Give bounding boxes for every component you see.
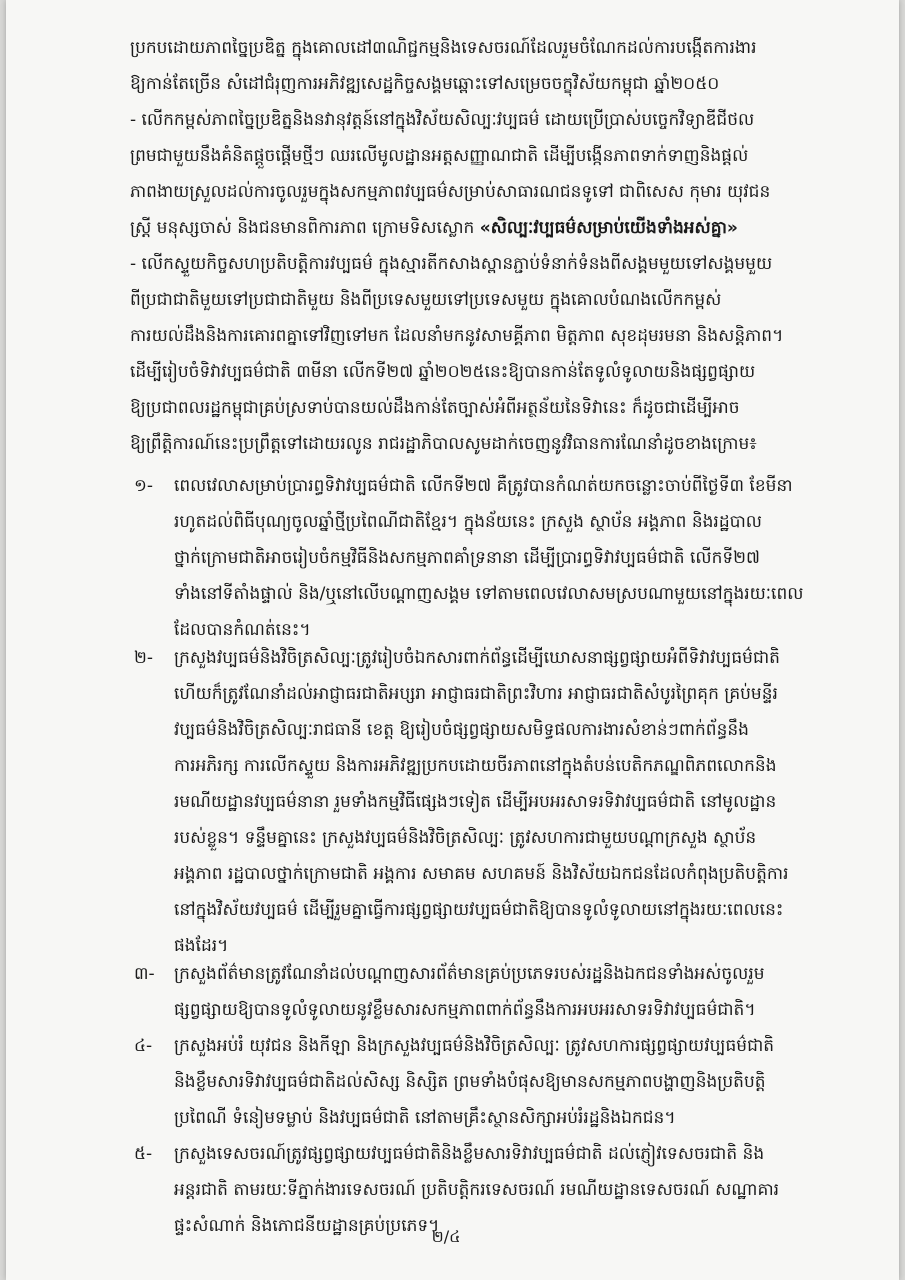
page-number: ២/៤: [431, 1227, 461, 1246]
item-number: ១-: [134, 476, 154, 496]
item-number: ២-: [134, 648, 154, 668]
item-line: ផ្ទះសំណាក់ និងភោជនីយដ្ឋានគ្រប់ប្រភេទ។: [174, 1216, 440, 1236]
item-line: អន្តរជាតិ តាមរយៈទីភ្នាក់ងារទេសចរណ៍ ប្រតិបត្តិករទេសចរណ៍ រមណីយដ្ឋានទេសចរណ៍ សណ្ឋាគារ: [174, 1180, 780, 1200]
item-line: វប្បធម៌និងវិចិត្រសិល្បៈរាជធានី ខេត្ត ឱ្យរៀបចំផ្សព្វផ្សាយសមិទ្ធផលការងារសំខាន់ៗពាក់ព័ន្ធនឹង: [174, 720, 749, 740]
item-number: ៣-: [134, 964, 155, 984]
item-line: ក្រសួងព័ត៌មានត្រូវណែនាំដល់បណ្តាញសារព័ត៌មានគ្រប់ប្រភេទរបស់រដ្ឋនិងឯកជនទាំងអស់ចូលរួម: [174, 964, 765, 984]
bullet-line-text: ស្ត្រី មនុស្សចាស់ និងជនមានពិការភាព ក្រោមទិសស្លោក: [130, 218, 480, 238]
item-line: របស់ខ្លួន។ ទន្ទឹមគ្នានេះ ក្រសួងវប្បធម៌និងវិចិត្រសិល្បៈ ត្រូវសហការជាមួយបណ្តាក្រសួង ស្ថាប័ន: [174, 828, 757, 848]
paragraph-line: ឱ្យប្រជាពលរដ្ឋកម្ពុជាគ្រប់ស្រទាប់បានយល់ដឹងកាន់តែច្បាស់អំពីអត្ថន័យនៃទិវានេះ ក៏ដូចជាដើម្បីអាច: [130, 398, 740, 418]
intro-line: ឱ្យកាន់តែច្រើន សំដៅជំរុញការអភិវឌ្ឍសេដ្ឋកិច្ចសង្គមឆ្ពោះទៅសម្រេចចក្ខុវិស័យកម្ពុជា ឆ្នាំ២០៥០: [130, 74, 720, 94]
item-line: ការអភិរក្ស ការលើកស្ទួយ និងការអភិវឌ្ឍប្រកបដោយចីរភាពនៅក្នុងតំបន់បេតិកភណ្ឌពិភពលោកនិង: [174, 756, 777, 776]
bullet-line: ព្រមជាមួយនឹងគំនិតផ្តួចផ្តើមថ្មីៗ ឈរលើមូលដ្ឋានអត្តសញ្ញាណជាតិ ដើម្បីបង្កើនភាពទាក់ទាញនិងផ្តល់: [130, 146, 749, 166]
paragraph-line: ឱ្យព្រឹត្តិការណ៍នេះប្រព្រឹត្តទៅដោយរលូន រាជរដ្ឋាភិបាលសូមដាក់ចេញនូវវិធានការណែនាំដូចខាងក្រោម៖: [130, 434, 757, 454]
item-number: ៤-: [134, 1036, 153, 1056]
document-page: [6, 0, 899, 1280]
item-number: ៥-: [134, 1144, 153, 1164]
slogan: «សិល្បៈវប្បធម៌សម្រាប់យើងទាំងអស់គ្នា»: [479, 218, 738, 238]
bullet-line: - លើកស្ទួយកិច្ចសហប្រតិបត្តិការវប្បធម៌ ក្នុងស្មារតីកសាងស្ពានភ្ជាប់ទំនាក់ទំនងពីសង្គមមួយទៅសង្គមមួយ: [130, 254, 773, 274]
bullet-line-with-slogan: [130, 210, 860, 246]
item-line: រមណីយដ្ឋានវប្បធម៌នានា រួមទាំងកម្មវិធីផ្សេងៗទៀត ដើម្បីអបអរសាទរទិវាវប្បធម៌ជាតិ នៅមូលដ្ឋាន: [174, 792, 777, 812]
item-line: ក្រសួងទេសចរណ៍ត្រូវផ្សព្វផ្សាយវប្បធម៌ជាតិនិងខ្លឹមសារទិវាវប្បធម៌ជាតិ ដល់ភ្ញៀវទេសចរជាតិ និង: [174, 1144, 765, 1164]
item-line: ថ្នាក់ក្រោមជាតិអាចរៀបចំកម្មវិធីនិងសកម្មភាពគាំទ្រនានា ដើម្បីប្រារព្ធទិវាវប្បធម៌ជាតិ លើកទី២៧: [174, 548, 760, 568]
item-line: ដែលបានកំណត់នេះ។: [174, 620, 311, 640]
bullet-line: ពីប្រជាជាតិមួយទៅប្រជាជាតិមួយ និងពីប្រទេសមួយទៅប្រទេសមួយ ក្នុងគោលបំណងលើកកម្ពស់: [130, 290, 722, 310]
item-line: រហូតដល់ពិធីបុណ្យចូលឆ្នាំថ្មីប្រពៃណីជាតិខ្មែរ។ ក្នុងន័យនេះ ក្រសួង ស្ថាប័ន អង្គភាព និងរដ្ឋបាល: [174, 512, 762, 532]
item-line: ពេលវេលាសម្រាប់ប្រារព្ធទិវាវប្បធម៌ជាតិ លើកទី២៧ គឺត្រូវបានកំណត់យកចន្លោះចាប់ពីថ្ងៃទី៣ ខែមីនា: [174, 476, 793, 496]
paragraph-line: ដើម្បីរៀបចំទិវាវប្បធម៌ជាតិ ៣មីនា លើកទី២៧ ឆ្នាំ២០២៥នេះឱ្យបានកាន់តែទូលំទូលាយនិងផ្សព្វផ្សាយ: [130, 362, 756, 382]
item-line: អង្គភាព រដ្ឋបាលថ្នាក់ក្រោមជាតិ អង្គការ សមាគម សហគមន៍ និងវិស័យឯកជនដែលកំពុងប្រតិបត្តិការ: [174, 864, 789, 884]
item-line: ក្រសួងវប្បធម៌និងវិចិត្រសិល្បៈត្រូវរៀបចំឯកសារពាក់ព័ន្ធដើម្បីឃោសនាផ្សព្វផ្សាយអំពីទិវាវប្បធម៌ជាតិ: [174, 648, 780, 668]
bullet-line: - លើកកម្ពស់ភាពច្នៃប្រឌិត្ននិងនវានុវត្តន៍នៅក្នុងវិស័យសិល្បៈវប្បធម៌ ដោយប្រើប្រាស់បច្ចេកវិទ្យាឌីជីថល: [130, 110, 755, 130]
item-line: ផ្សព្វផ្សាយឱ្យបានទូលំទូលាយនូវខ្លឹមសារសកម្មភាពពាក់ព័ន្ធនឹងការអបអរសាទរទិវាវប្បធម៌ជាតិ។: [174, 1000, 756, 1020]
item-line: ក្រសួងអប់រំ យុវជន និងកីឡា និងក្រសួងវប្បធម៌និងវិចិត្រសិល្បៈ ត្រូវសហការផ្សព្វផ្សាយវប្បធម៌ជាតិ: [174, 1036, 775, 1056]
item-line: ហើយក៏ត្រូវណែនាំដល់អាជ្ញាធរជាតិអប្សរា អាជ្ញាធរជាតិព្រះវិហារ អាជ្ញាធរជាតិសំបូរព្រៃគុក គ្រប់មន្ទីរ: [174, 684, 778, 704]
bullet-line: ភាពងាយស្រួលដល់ការចូលរួមក្នុងសកម្មភាពវប្បធម៌សម្រាប់សាធារណជនទូទៅ ជាពិសេស កុមារ យុវជន: [130, 182, 771, 202]
item-line: ប្រពៃណី ទំនៀមទម្លាប់ និងវប្បធម៌ជាតិ នៅតាមគ្រឹះស្ថានសិក្សាអប់រំរដ្ឋនិងឯកជន។: [174, 1108, 676, 1128]
item-line: និងខ្លឹមសារទិវាវប្បធម៌ជាតិដល់សិស្ស និស្សិត ព្រមទាំងបំផុសឱ្យមានសកម្មភាពបង្ហាញនិងប្រតិបត្តិ: [174, 1072, 766, 1092]
item-line: ផងដែរ។: [174, 936, 229, 956]
bullet-line: ការយល់ដឹងនិងការគោរពគ្នាទៅវិញទៅមក ដែលនាំមកនូវសាមគ្គីភាព មិត្តភាព សុខដុមរមនា និងសន្តិភាព។: [130, 326, 784, 346]
item-line: ទាំងនៅទីតាំងផ្ទាល់ និង/ឬនៅលើបណ្តាញសង្គម ទៅតាមពេលវេលាសមស្របណាមួយនៅក្នុងរយៈពេល: [174, 584, 804, 604]
item-line: នៅក្នុងវិស័យវប្បធម៌ ដើម្បីរួមគ្នាធ្វើការផ្សព្វផ្សាយវប្បធម៌ជាតិឱ្យបានទូលំទូលាយនៅក្នុងរយៈពេលនេះ: [174, 900, 784, 920]
intro-line: ប្រកបដោយភាពច្នៃប្រឌិត្ន ក្នុងគោលដៅ៣ណិជ្ជកម្មនិងទេសចរណ៍ដែលរួមចំណែកដល់ការបង្កើតការងារ: [130, 38, 757, 58]
